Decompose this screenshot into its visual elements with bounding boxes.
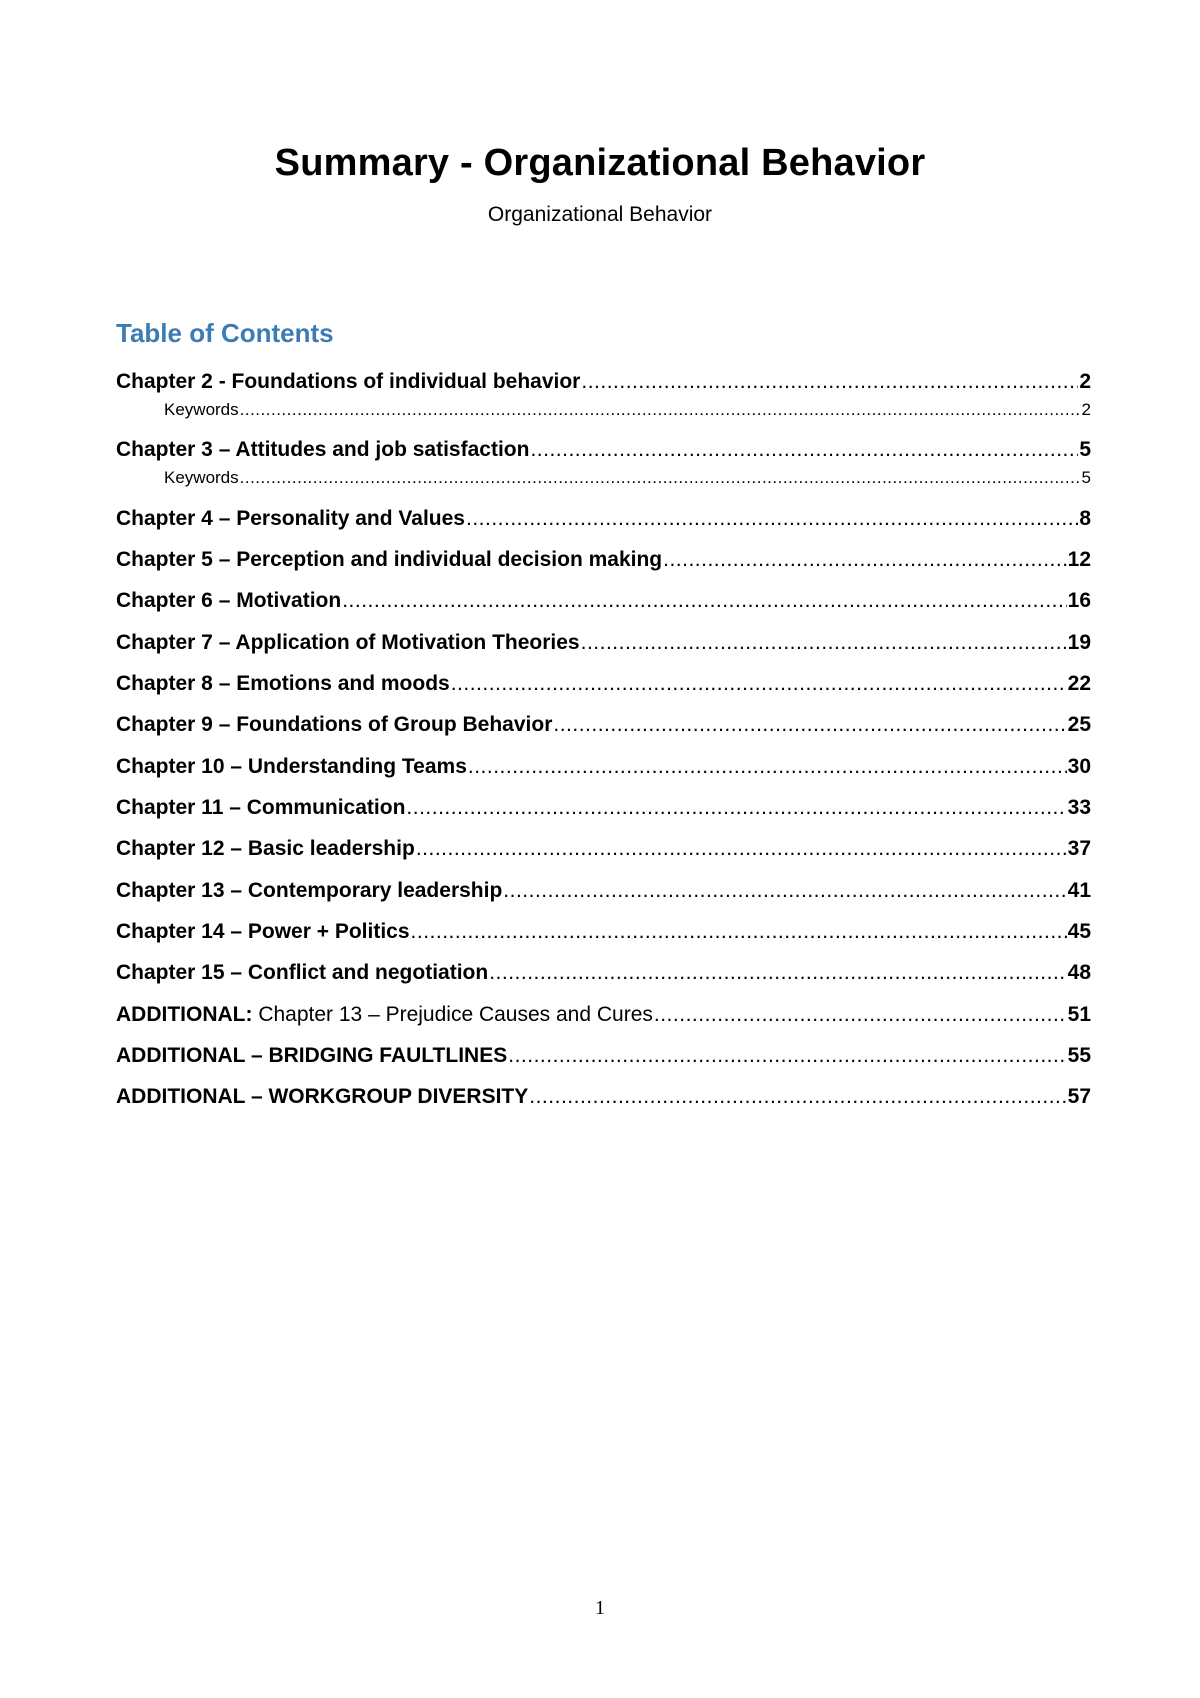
toc-entry[interactable] <box>116 1003 1091 1027</box>
toc-entry-page: 12 <box>1067 548 1091 571</box>
toc-entry-label: Chapter 4 – Personality and Values <box>116 507 465 530</box>
toc-entry-label: Chapter 5 – Perception and individual decision making <box>116 548 663 571</box>
page-number: 1 <box>595 1597 605 1619</box>
toc-entry-label: Chapter 12 – Basic leadership <box>116 837 415 860</box>
dot-leader <box>530 438 1078 462</box>
dot-leader <box>489 961 1066 985</box>
toc-entry-prefix: ADDITIONAL: <box>116 1003 253 1026</box>
toc-entry[interactable] <box>116 755 1091 779</box>
toc-entry-page: 51 <box>1067 1003 1091 1026</box>
dot-leader <box>654 1003 1067 1027</box>
dot-leader <box>416 837 1067 861</box>
toc-entry-label: Chapter 13 – Contemporary leadership <box>116 879 503 902</box>
dot-leader <box>503 879 1066 903</box>
toc-entry-page: 5 <box>1081 468 1091 487</box>
dot-leader <box>466 507 1078 531</box>
toc-entry[interactable] <box>116 548 1091 572</box>
toc-entry-page: 8 <box>1079 507 1091 530</box>
toc-entry-page: 19 <box>1067 631 1091 654</box>
toc-entry-page: 45 <box>1067 920 1091 943</box>
dot-leader <box>468 755 1067 779</box>
toc-entry-page: 22 <box>1067 672 1091 695</box>
toc-entry[interactable] <box>116 1044 1091 1068</box>
toc-entry-page: 16 <box>1067 589 1091 612</box>
toc-entry[interactable] <box>116 713 1091 737</box>
toc-entry-page: 2 <box>1079 370 1091 393</box>
toc-entry-label <box>252 1003 652 1027</box>
dot-leader <box>553 713 1066 737</box>
toc-entry-page: 25 <box>1067 713 1091 736</box>
toc-subentry[interactable] <box>164 468 1091 488</box>
toc-entry[interactable] <box>116 631 1091 655</box>
toc-subentry[interactable] <box>164 400 1091 420</box>
toc-entry-label: ADDITIONAL – BRIDGING FAULTLINES <box>116 1044 508 1067</box>
toc-entry-label: Chapter 9 – Foundations of Group Behavior <box>116 713 553 736</box>
toc-entry-label: Chapter 8 – Emotions and moods <box>116 672 450 695</box>
toc-entry-page: 55 <box>1067 1044 1091 1067</box>
toc-entry[interactable] <box>116 796 1091 820</box>
toc-entry[interactable] <box>116 879 1091 903</box>
dot-leader <box>342 589 1066 613</box>
toc-entry-label: Chapter 6 – Motivation <box>116 589 342 612</box>
toc-entry-page: 57 <box>1067 1085 1091 1108</box>
dot-leader <box>663 548 1067 572</box>
dot-leader <box>508 1044 1066 1068</box>
toc-entry-label: ADDITIONAL – WORKGROUP DIVERSITY <box>116 1085 529 1108</box>
toc-entry[interactable] <box>116 672 1091 696</box>
toc-entry-label: Keywords <box>164 468 239 487</box>
toc-entry-label: Keywords <box>164 400 239 419</box>
toc-entry[interactable] <box>116 507 1091 531</box>
toc-entry-label-text: Chapter 13 – Prejudice Causes and Cures <box>258 1003 653 1026</box>
dot-leader <box>411 920 1067 944</box>
toc-entry-label: Chapter 7 – Application of Motivation Theories <box>116 631 580 654</box>
toc-entry-page: 2 <box>1081 400 1091 419</box>
toc-entry-page: 48 <box>1067 961 1091 984</box>
toc-entry-label: Chapter 11 – Communication <box>116 796 406 819</box>
toc-entry[interactable] <box>116 370 1091 394</box>
toc-entry-label: Chapter 10 – Understanding Teams <box>116 755 467 778</box>
toc-entry[interactable] <box>116 961 1091 985</box>
dot-leader <box>451 672 1067 696</box>
toc-entry-page: 5 <box>1079 438 1091 461</box>
dot-leader <box>529 1085 1066 1109</box>
toc-entry-page: 37 <box>1067 837 1091 860</box>
document-title: Summary - Organizational Behavior <box>274 142 926 184</box>
toc-entry-page: 33 <box>1067 796 1091 819</box>
toc-entry[interactable] <box>116 1085 1091 1109</box>
dot-leader <box>581 631 1067 655</box>
toc-entry[interactable] <box>116 920 1091 944</box>
document-subtitle: Organizational Behavior <box>487 203 713 226</box>
dot-leader <box>240 400 1081 420</box>
dot-leader <box>406 796 1066 820</box>
dot-leader <box>581 370 1078 394</box>
toc-entry-page: 41 <box>1067 879 1091 902</box>
toc-entry-label: Chapter 15 – Conflict and negotiation <box>116 961 489 984</box>
toc-entry-label: Chapter 3 – Attitudes and job satisfaction <box>116 438 530 461</box>
toc-entry[interactable] <box>116 837 1091 861</box>
toc-entry[interactable] <box>116 438 1091 462</box>
toc-entry-label: Chapter 14 – Power + Politics <box>116 920 410 943</box>
toc-entry[interactable] <box>116 589 1091 613</box>
toc-entry-page: 30 <box>1067 755 1091 778</box>
toc-heading: Table of Contents <box>116 318 334 348</box>
toc-entry-label: Chapter 2 - Foundations of individual behavior <box>116 370 581 393</box>
dot-leader <box>240 468 1081 488</box>
